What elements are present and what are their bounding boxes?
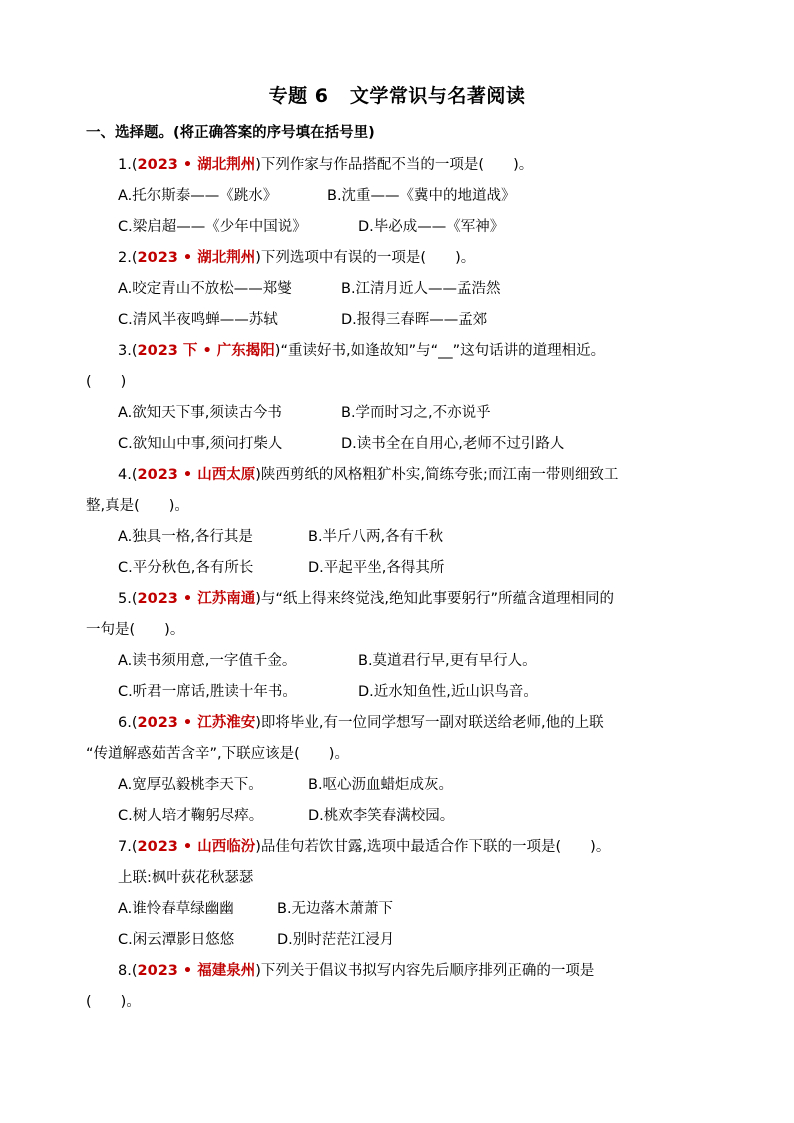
question-1-option-c: C.梁启超——《少年中国说》: [118, 219, 307, 235]
question-7-option-b: B.无边落木萧萧下: [277, 901, 394, 917]
question-5-option-c: C.听君一席话,胜读十年书。: [118, 684, 297, 700]
source-tag: 2023 • 湖北荆州: [137, 250, 256, 266]
question-4-option-a: A.独具一格,各行其是: [118, 529, 253, 545]
question-5-stem: 5.(2023 • 江苏南通)与“纸上得来终觉浅,绝知此事要躬行”所蕴含道理相同的: [118, 591, 615, 607]
section-heading: 一、选择题。(将正确答案的序号填在括号里): [86, 125, 375, 141]
question-2-option-a: A.咬定青山不放松——郑燮: [118, 281, 292, 297]
question-5-option-b: B.莫道君行早,更有早行人。: [358, 653, 537, 669]
source-tag: 2023 • 湖北荆州: [137, 157, 256, 173]
question-2-option-b: B.江清月近人——孟浩然: [341, 281, 501, 297]
question-3-stem-cont: ( ): [86, 374, 127, 390]
question-3-option-c: C.欲知山中事,须问打柴人: [118, 436, 283, 452]
page-title: 专题 6 文学常识与名著阅读: [268, 85, 526, 107]
question-8-stem-cont: ( )。: [86, 994, 141, 1010]
question-5-option-a: A.读书须用意,一字值千金。: [118, 653, 297, 669]
question-2-option-c: C.清风半夜鸣蝉——苏轼: [118, 312, 278, 328]
question-2-stem: 2.(2023 • 湖北荆州)下列选项中有误的一项是( )。: [118, 250, 476, 266]
question-7-option-a: A.谁怜春草绿幽幽: [118, 901, 234, 917]
question-6-stem-cont: “传道解惑茹苦含辛”,下联应该是( )。: [86, 746, 349, 762]
source-tag: 2023 • 江苏淮安: [137, 715, 256, 731]
question-6-option-d: D.桃欢李笑春满校园。: [308, 808, 455, 824]
question-3-option-d: D.读书全在自用心,老师不过引路人: [341, 436, 565, 452]
question-5-option-d: D.近水知鱼性,近山识鸟音。: [358, 684, 538, 700]
question-7-option-d: D.别时茫茫江浸月: [277, 932, 395, 948]
question-6-option-b: B.呕心沥血蜡炬成灰。: [308, 777, 454, 793]
question-3-option-a: A.欲知天下事,须读古今书: [118, 405, 282, 421]
question-1-option-a: A.托尔斯泰——《跳水》: [118, 188, 278, 204]
question-7-upper-couplet: 上联:枫叶荻花秋瑟瑟: [118, 870, 254, 886]
question-4-stem-cont: 整,真是( )。: [86, 498, 189, 514]
question-4-stem: 4.(2023 • 山西太原)陕西剪纸的风格粗犷朴实,简练夸张;而江南一带则细致工: [118, 467, 619, 483]
question-3-option-b: B.学而时习之,不亦说乎: [341, 405, 491, 421]
question-1-option-d: D.毕必成——《军神》: [358, 219, 505, 235]
question-6-option-c: C.树人培才鞠躬尽瘁。: [118, 808, 264, 824]
question-5-stem-cont: 一句是( )。: [86, 622, 185, 638]
question-1-stem: 1.(2023 • 湖北荆州)下列作家与作品搭配不当的一项是( )。: [118, 157, 534, 173]
source-tag: 2023 下 • 广东揭阳: [137, 343, 275, 359]
question-2-option-d: D.报得三春晖——孟郊: [341, 312, 488, 328]
question-7-option-c: C.闲云潭影日悠悠: [118, 932, 235, 948]
question-1-option-b: B.沈重——《冀中的地道战》: [327, 188, 516, 204]
question-3-stem: 3.(2023 下 • 广东揭阳)“重读好书,如逢故知”与“__”这句话讲的道理相近。: [118, 343, 606, 359]
source-tag: 2023 • 福建泉州: [137, 963, 256, 979]
question-8-stem: 8.(2023 • 福建泉州)下列关于倡议书拟写内容先后顺序排列正确的一项是: [118, 963, 595, 979]
question-6-stem: 6.(2023 • 江苏淮安)即将毕业,有一位同学想写一副对联送给老师,他的上联: [118, 715, 604, 731]
question-7-stem: 7.(2023 • 山西临汾)品佳句若饮甘露,选项中最适合作下联的一项是( )。: [118, 839, 611, 855]
question-4-option-d: D.平起平坐,各得其所: [308, 560, 445, 576]
source-tag: 2023 • 江苏南通: [137, 591, 256, 607]
source-tag: 2023 • 山西临汾: [137, 839, 256, 855]
question-4-option-c: C.平分秋色,各有所长: [118, 560, 254, 576]
question-4-option-b: B.半斤八两,各有千秋: [308, 529, 444, 545]
source-tag: 2023 • 山西太原: [137, 467, 256, 483]
question-6-option-a: A.宽厚弘毅桃李天下。: [118, 777, 263, 793]
